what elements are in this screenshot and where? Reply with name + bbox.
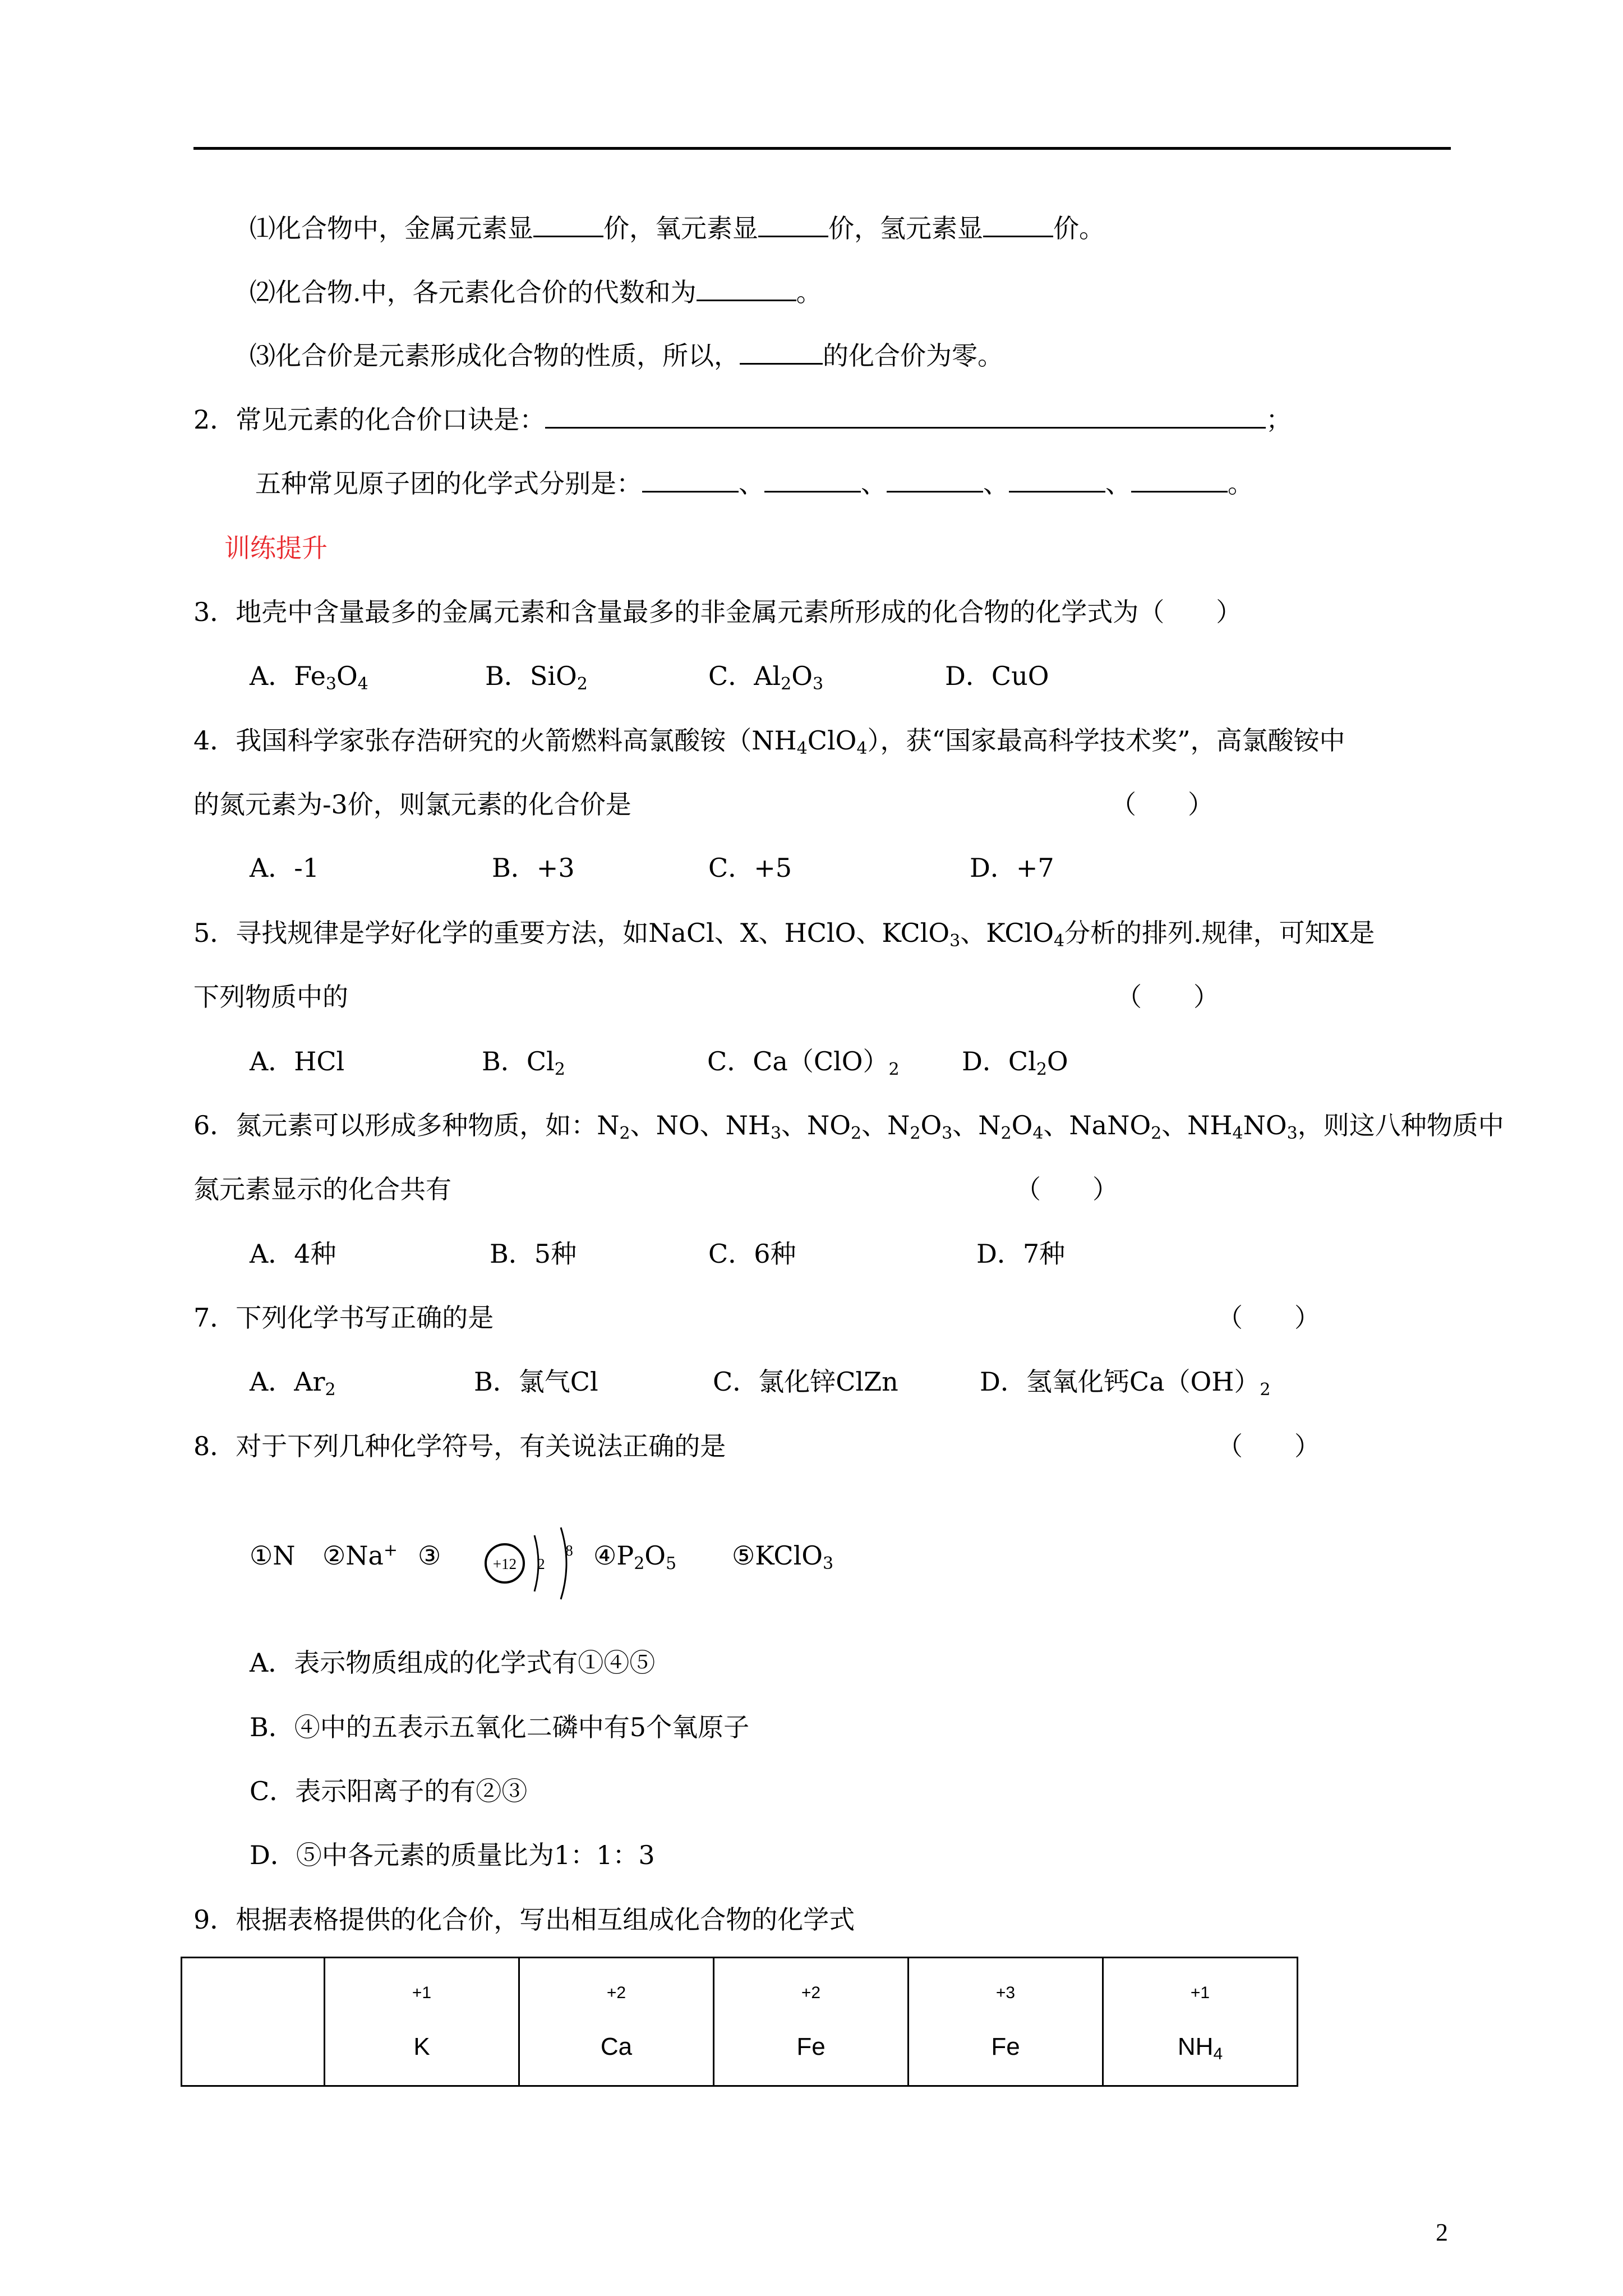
option-c[interactable]: C．6种 (708, 1239, 796, 1269)
nucleus-label: +12 (492, 1556, 517, 1572)
table-cell (714, 1958, 909, 2086)
option-c[interactable]: C．+5 (708, 853, 792, 883)
option-a[interactable]: A．HCl (250, 1046, 345, 1076)
text: ，则这八种物质中 (1297, 1110, 1504, 1140)
option-d[interactable]: D．+7 (970, 853, 1054, 883)
text: 分析的排列.规律，可知X是 (1064, 918, 1375, 948)
answer-blank[interactable] (642, 468, 739, 493)
text: B． (485, 661, 530, 691)
option-a[interactable]: A．-1 (250, 853, 320, 883)
option-a[interactable]: A．$Fe_3O_4$ (250, 661, 368, 694)
text: C． (707, 1046, 753, 1076)
option-b[interactable]: B．+3 (492, 853, 575, 883)
text: 4．我国科学家张存浩研究的火箭燃料高氯酸铵（ (193, 725, 752, 756)
text: ⑶化合价是元素形成化合物的性质，所以， (250, 341, 740, 371)
text: 。 (796, 277, 822, 307)
text: 、 (861, 468, 887, 499)
answer-parens[interactable]: （ ） (1116, 982, 1219, 1012)
subscript: 4 (1213, 2045, 1223, 2063)
text: ⑤ (732, 1540, 755, 1571)
element-symbol: K (413, 2033, 430, 2060)
valence-label: +3 (995, 1984, 1016, 2002)
answer-blank[interactable] (545, 404, 1266, 429)
text: ），获“国家最高科学技术奖”，高氯酸铵中 (867, 725, 1345, 756)
item-1-3 (250, 339, 1003, 372)
text: 、 (1105, 468, 1131, 499)
answer-blank[interactable] (1131, 468, 1228, 493)
text: ⑴化合物中，金属元素显 (250, 213, 533, 243)
option-b[interactable]: B．SiO$_2$ (485, 661, 588, 694)
valence-table (181, 1957, 1298, 2087)
text: 五种常见原子团的化学式分别是： (255, 468, 642, 499)
text: D． (945, 661, 992, 691)
table-cell (909, 1958, 1103, 2086)
symbol-1: ①N (250, 1540, 296, 1571)
text: ⑵化合物.中，各元素化合价的代数和为 (250, 277, 697, 307)
option-d[interactable]: D．CuO (945, 661, 1049, 691)
symbol-5: ⑤KClO$_3$ (732, 1540, 834, 1573)
option-c[interactable]: C．$Ca(ClO)_2$ (707, 1046, 900, 1079)
question-4: 4．我国科学家张存浩研究的火箭燃料高氯酸铵$(NH_4ClO_4)$，获“国家最高科学技术奖”，高氯酸铵中 (193, 725, 1345, 758)
answer-blank[interactable] (740, 341, 823, 365)
answer-blank[interactable] (1009, 468, 1105, 493)
question-5: 5．寻找规律是学好化学的重要方法，如NaCl、X、HClO、KClO$_3$、KClO$_4$分析的排列.规律，可知X是 (193, 918, 1375, 951)
answer-blank[interactable] (697, 277, 796, 301)
text: ④ (593, 1540, 617, 1571)
text: C． (708, 661, 754, 691)
text: ； (1266, 404, 1292, 435)
question-5-line2: 下列物质中的 (193, 982, 348, 1012)
text: A． (250, 661, 294, 691)
option-b[interactable]: B．5种 (490, 1239, 577, 1269)
option-a[interactable]: A．4种 (250, 1239, 336, 1269)
table-row (182, 1958, 1298, 2086)
section-heading: 训练提升 (224, 533, 328, 563)
answer-blank[interactable] (983, 213, 1053, 237)
text: B． (482, 1046, 527, 1076)
option-a[interactable]: A．表示物质组成的化学式有①④⑤ (250, 1648, 656, 1678)
item-1-1 (250, 211, 1105, 245)
option-c[interactable]: C．表示阳离子的有②③ (250, 1776, 528, 1806)
question-6-line2: 氮元素显示的化合共有 (193, 1174, 451, 1204)
symbol-4: $④P_2O_5$ (593, 1540, 677, 1573)
option-b[interactable]: B．$Cl_2$ (482, 1046, 565, 1079)
valence-label: +2 (801, 1984, 821, 2002)
atom-structure-diagram (479, 1523, 597, 1604)
answer-blank[interactable] (764, 468, 861, 493)
answer-parens[interactable]: （ ） (1217, 1431, 1320, 1461)
question-2 (193, 403, 1292, 436)
text: 价，氢元素显 (828, 213, 983, 243)
answer-parens[interactable]: （ ） (1015, 1174, 1118, 1204)
text: 2．常见元素的化合价口诀是： (193, 404, 546, 435)
question-3: 3．地壳中含量最多的金属元素和含量最多的非金属元素所形成的化合物的化学式为（ ） (193, 597, 1242, 627)
option-c[interactable]: C．氯化锌ClZn (713, 1366, 898, 1397)
answer-blank[interactable] (887, 468, 983, 493)
text: A． (250, 1366, 294, 1397)
element-symbol: Ca (600, 2033, 633, 2060)
symbol-2: ②Na+ (322, 1540, 398, 1571)
option-c[interactable]: C．$Al_2O_3$ (708, 661, 824, 694)
table-cell-empty (182, 1958, 325, 2086)
option-b[interactable]: B．④中的五表示五氧化二磷中有5个氧原子 (250, 1712, 750, 1742)
table-cell (519, 1958, 714, 2086)
element-symbol (1104, 2032, 1297, 2062)
text: 的化合价为零。 (823, 341, 1003, 371)
element-symbol: Fe (991, 2033, 1020, 2060)
option-d[interactable]: D．$Cl_2O$ (962, 1046, 1068, 1079)
text: D． (962, 1046, 1008, 1076)
valence-label: +1 (412, 1984, 432, 2002)
table-cell (325, 1958, 519, 2086)
text: 。 (1228, 468, 1253, 499)
question-7: 7．下列化学书写正确的是 (193, 1303, 494, 1333)
question-2-line2 (255, 467, 1253, 500)
option-a[interactable]: A．$Ar_2$ (250, 1366, 336, 1400)
text: 、 (739, 468, 764, 499)
answer-parens[interactable]: （ ） (1217, 1303, 1320, 1333)
answer-parens[interactable]: （ ） (1110, 789, 1214, 820)
question-4-line2: 的氮元素为-3价，则氯元素的化合价是 (193, 789, 631, 820)
shell-2-electrons: 8 (565, 1542, 573, 1559)
valence-label: +2 (606, 1984, 626, 2002)
question-8: 8．对于下列几种化学符号，有关说法正确的是 (193, 1431, 726, 1461)
shell-1-electrons: 2 (537, 1556, 545, 1572)
option-d[interactable]: D．氢氧化钙$Ca(OH)_2$ (980, 1366, 1271, 1400)
answer-blank[interactable] (533, 213, 603, 237)
text: NH (1177, 2033, 1214, 2060)
text: 价。 (1053, 213, 1105, 243)
text: 5．寻找规律是学好化学的重要方法，如NaCl、X、HClO、 (193, 918, 882, 948)
valence-label: +1 (1190, 1984, 1210, 2002)
text: 6．氮元素可以形成多种物质，如： (193, 1110, 597, 1140)
text: 价，氧元素显 (603, 213, 758, 243)
table-cell (1103, 1958, 1298, 2086)
element-symbol: Fe (796, 2033, 826, 2060)
symbol-3: ③ (418, 1540, 441, 1571)
item-1-2 (250, 275, 822, 309)
option-d[interactable]: D．⑤中各元素的质量比为1：1：3 (250, 1840, 655, 1870)
text: ②Na (322, 1540, 384, 1571)
question-9: 9．根据表格提供的化合价，写出相互组成化合物的化学式 (193, 1904, 855, 1935)
option-b[interactable]: B．氯气Cl (474, 1366, 598, 1397)
page-number: 2 (1436, 2219, 1448, 2246)
answer-blank[interactable] (758, 213, 828, 237)
text: D．氢氧化钙 (980, 1366, 1129, 1397)
header-rule (193, 147, 1451, 150)
text: 、 (983, 468, 1009, 499)
question-6: 6．氮元素可以形成多种物质，如：$N_2$、NO、$NH_3$、$NO_2$、$N_2O_3$、$N_2O_4$、NaNO$_2$、$NH_4NO_3$，则这八种物质中 (193, 1110, 1504, 1143)
option-d[interactable]: D．7种 (976, 1239, 1066, 1269)
